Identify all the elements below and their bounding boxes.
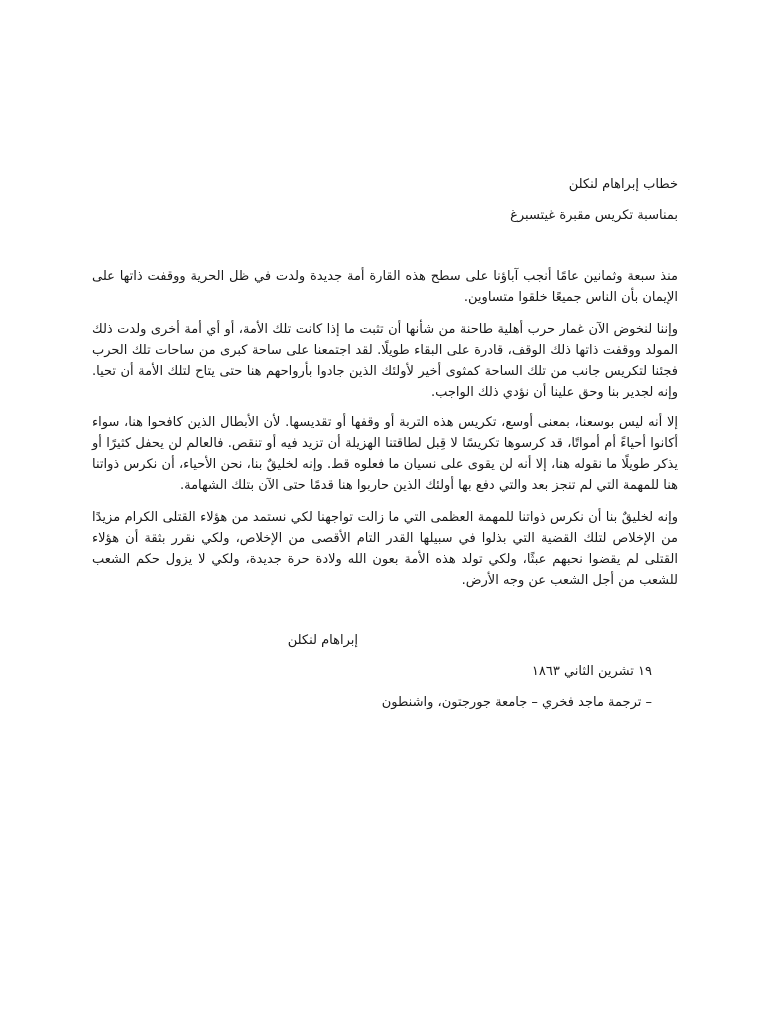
signature-name: إبراهام لنكلن — [287, 633, 358, 648]
paragraph-4: وإنه لخليقٌ بنا أن نكرس ذواتنا للمهمة العظمى التي ما زالت تواجهنا لكي نستمد من هؤلاء القتلى الكرام مزيدًا من الإخلاص لتلك القضية التي بذلوا في سبيلها القدر التام الأقصى من الإخلاص، ولكي نقرر بثقة أن هؤلاء القتلى لم يقضوا نحبهم عبثًا، ولكي تولد هذه الأمة بعون الله ولادة حرة جديدة، ولكي لا يزول حكم الشعب للشعب من أجل الشعب عن وجه الأرض. — [92, 510, 678, 588]
paragraph-2: وإننا لنخوض الآن غمار حرب أهلية طاحنة من شأنها أن تثبت ما إذا كانت تلك الأمة، أو أي أمة أخرى ولدت ذلك المولد ووقفت ذاتها ذلك الوقف، قادرة على البقاء طويلًا. لقد اجتمعنا على ساحة كبرى من ساحات تلك الحرب فجئنا لتكريس جانب من تلك الساحة كمثوى أخير لأولئك الذين جادوا بأرواحهم هنا حتى يتاح لتلك الأمة أن تحيا. وإنه لجدير بنا وحق علينا أن نؤدي ذلك الواجب. — [92, 322, 678, 400]
document-subtitle: بمناسبة تكريس مقبرة غيتسبرغ — [510, 208, 678, 223]
paragraph-1: منذ سبعة وثمانين عامًا أنجب آباؤنا على سطح هذه القارة أمة جديدة ولدت في ظل الحرية ووقفت ذاتها على الإيمان بأن الناس جميعًا خلقوا متساوين. — [92, 269, 678, 305]
paragraph-3: إلا أنه ليس بوسعنا، بمعنى أوسع، تكريس هذه التربة أو وقفها أو تقديسها. لأن الأبطال الذين كافحوا هنا، سواء أكانوا أحياءً أم أمواتًا، قد كرسوها تكريسًا لا قِبل لطاقتنا الهزيلة أن تزيد فيه أو تنقص. فالعالم لن يحفل كثيرًا أو يذكر طويلًا ما نقوله هنا، إلا أنه لن يقوى على نسيان ما فعلوه قط. وإنه لخليقٌ بنا، نحن الأحياء، أن نكرس ذواتنا هنا للمهمة التي لم تنجز بعد والتي دفع بها أولئك الذين حاربوا هنا قدمًا حتى الآن بتلك الشهامة. — [92, 415, 678, 493]
translation-credit: – ترجمة ماجد فخري – جامعة جورجتون، واشنطون — [381, 695, 652, 710]
document-title: خطاب إبراهام لنكلن — [568, 177, 678, 192]
signature-date: ١٩ تشرين الثاني ١٨٦٣ — [531, 664, 652, 679]
